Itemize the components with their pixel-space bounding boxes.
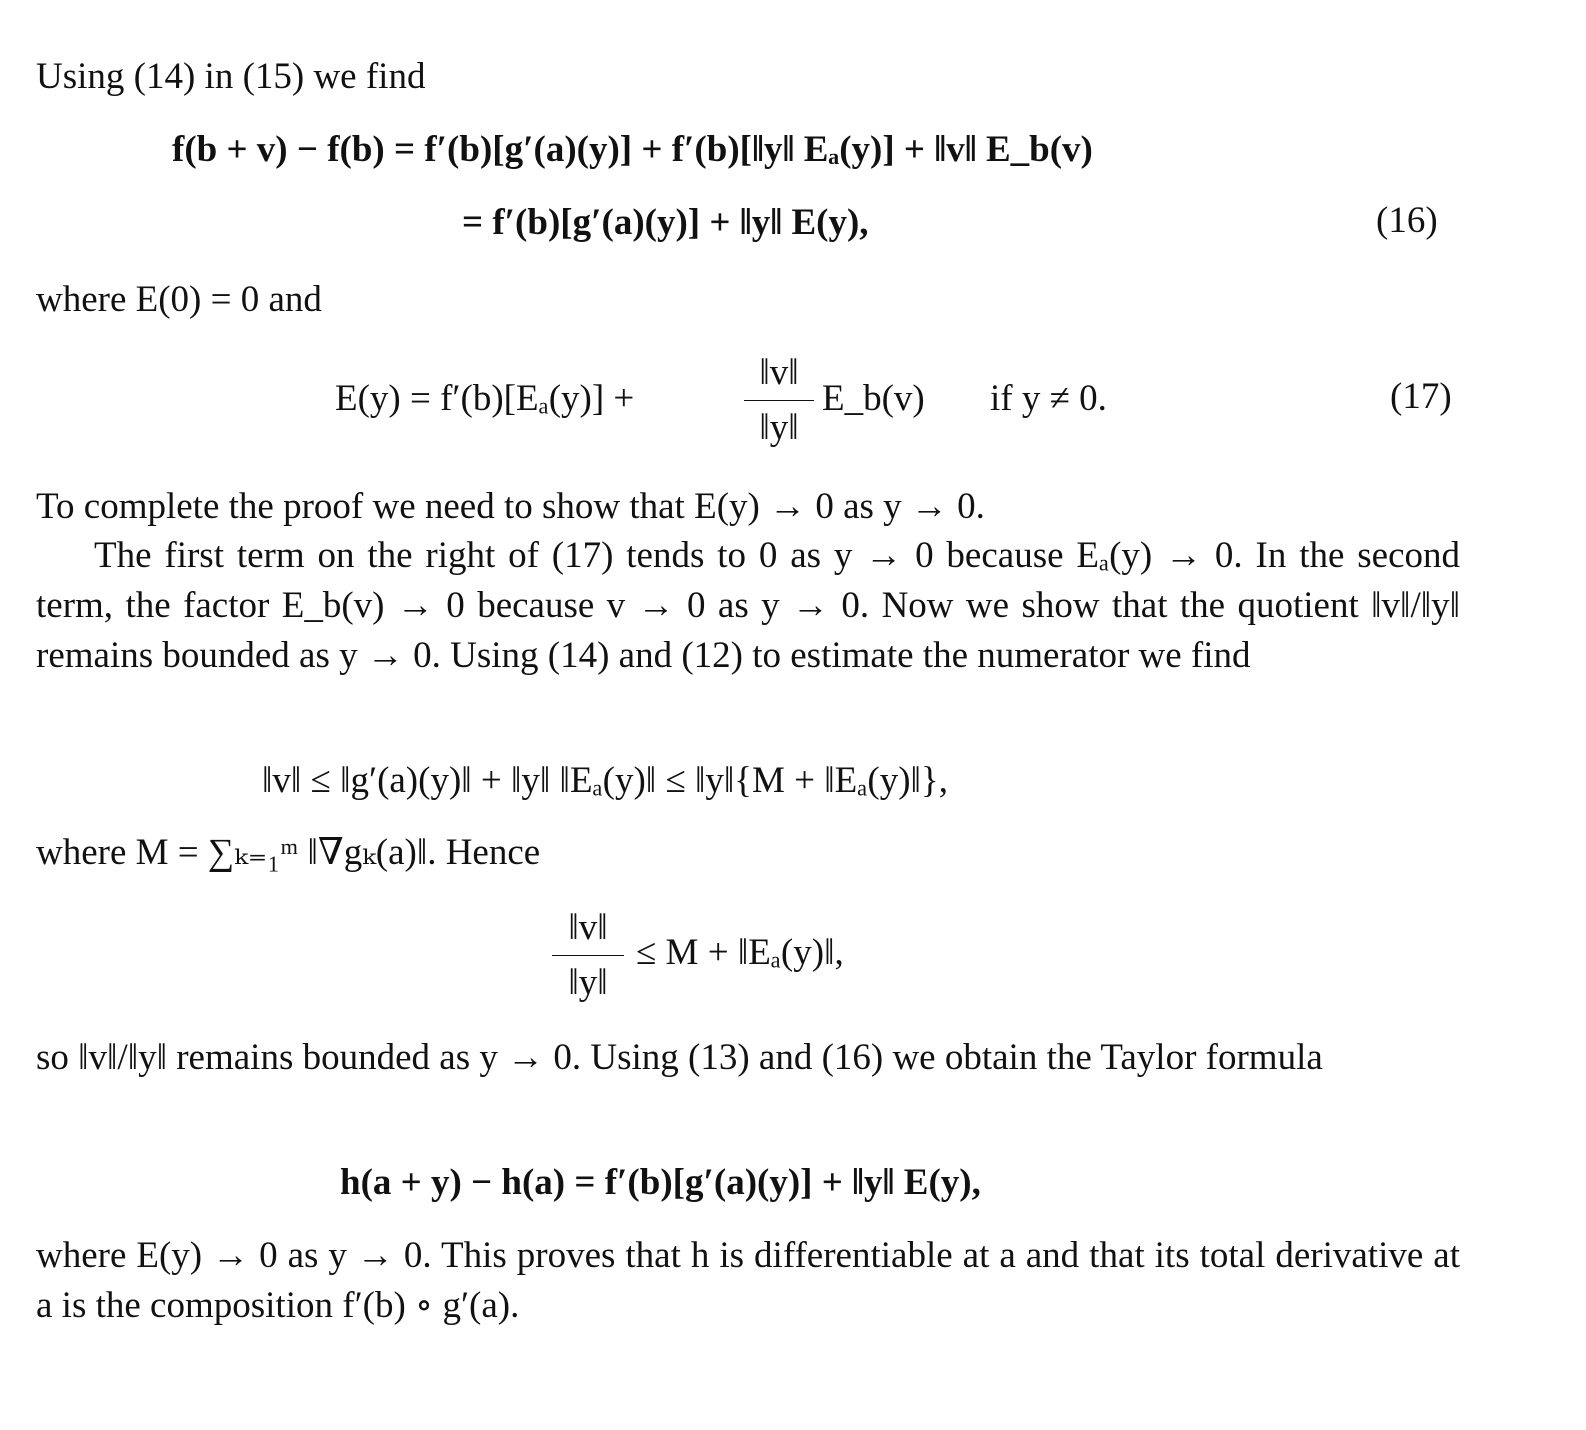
inequality-norm-v: ‖v‖ ≤ ‖g′(a)(y)‖ + ‖y‖ ‖Eₐ(y)‖ ≤ ‖y‖{M + ‖Eₐ(y)‖}, xyxy=(262,760,948,801)
equation-17-fraction xyxy=(744,350,814,451)
where-m-text: where M = ∑ₖ₌₁ᵐ ‖∇gₖ(a)‖. Hence xyxy=(36,832,541,873)
paragraph-first-term: The first term on the right of (17) tends to 0 as y → 0 because Eₐ(y) → 0. In the second term, the factor E_b(v) → 0 because v → 0 as y → 0. Now we show that the quotient ‖v‖/‖y‖ remains bounded as y → 0. Using (14) and (12) to estimate the numerator we find xyxy=(36,535,1460,676)
quotient-fraction xyxy=(552,905,624,1006)
paragraph-conclusion: where E(y) → 0 as y → 0. This proves that h is differentiable at a and that its total derivative at a is the composition f′(b) ∘ g′(a). xyxy=(36,1235,1460,1326)
taylor-formula: h(a + y) − h(a) = f′(b)[g′(a)(y)] + ‖y‖ E(y), xyxy=(340,1162,981,1203)
equation-16-number: (16) xyxy=(1376,200,1438,241)
equation-17-condition: if y ≠ 0. xyxy=(990,378,1107,419)
quotient-bound: ≤ M + ‖Eₐ(y)‖, xyxy=(636,932,844,973)
fraction-bar xyxy=(552,955,624,956)
fraction-numerator: ‖v‖ xyxy=(759,352,799,393)
equation-16-line-2: = f′(b)[g′(a)(y)] + ‖y‖ E(y), xyxy=(462,202,869,243)
fraction-bar xyxy=(744,400,814,401)
paragraph-bounded: so ‖v‖/‖y‖ remains bounded as y → 0. Using (13) and (16) we obtain the Taylor formula xyxy=(36,1037,1323,1078)
equation-16-line-1: f(b + v) − f(b) = f′(b)[g′(a)(y)] + f′(b)[‖y‖ Eₐ(y)] + ‖v‖ E_b(v) xyxy=(172,129,1093,170)
paragraph-complete-proof: To complete the proof we need to show that E(y) → 0 as y → 0. xyxy=(36,486,985,527)
fraction-numerator: ‖v‖ xyxy=(568,907,608,948)
equation-17-rhs: E_b(v) xyxy=(822,378,925,419)
where-e0-text: where E(0) = 0 and xyxy=(36,279,322,320)
equation-17-number: (17) xyxy=(1390,376,1452,417)
fraction-denominator: ‖y‖ xyxy=(759,407,799,448)
equation-17-lhs: E(y) = f′(b)[Eₐ(y)] + xyxy=(335,378,635,419)
intro-text: Using (14) in (15) we find xyxy=(36,56,426,97)
fraction-denominator: ‖y‖ xyxy=(568,962,608,1003)
